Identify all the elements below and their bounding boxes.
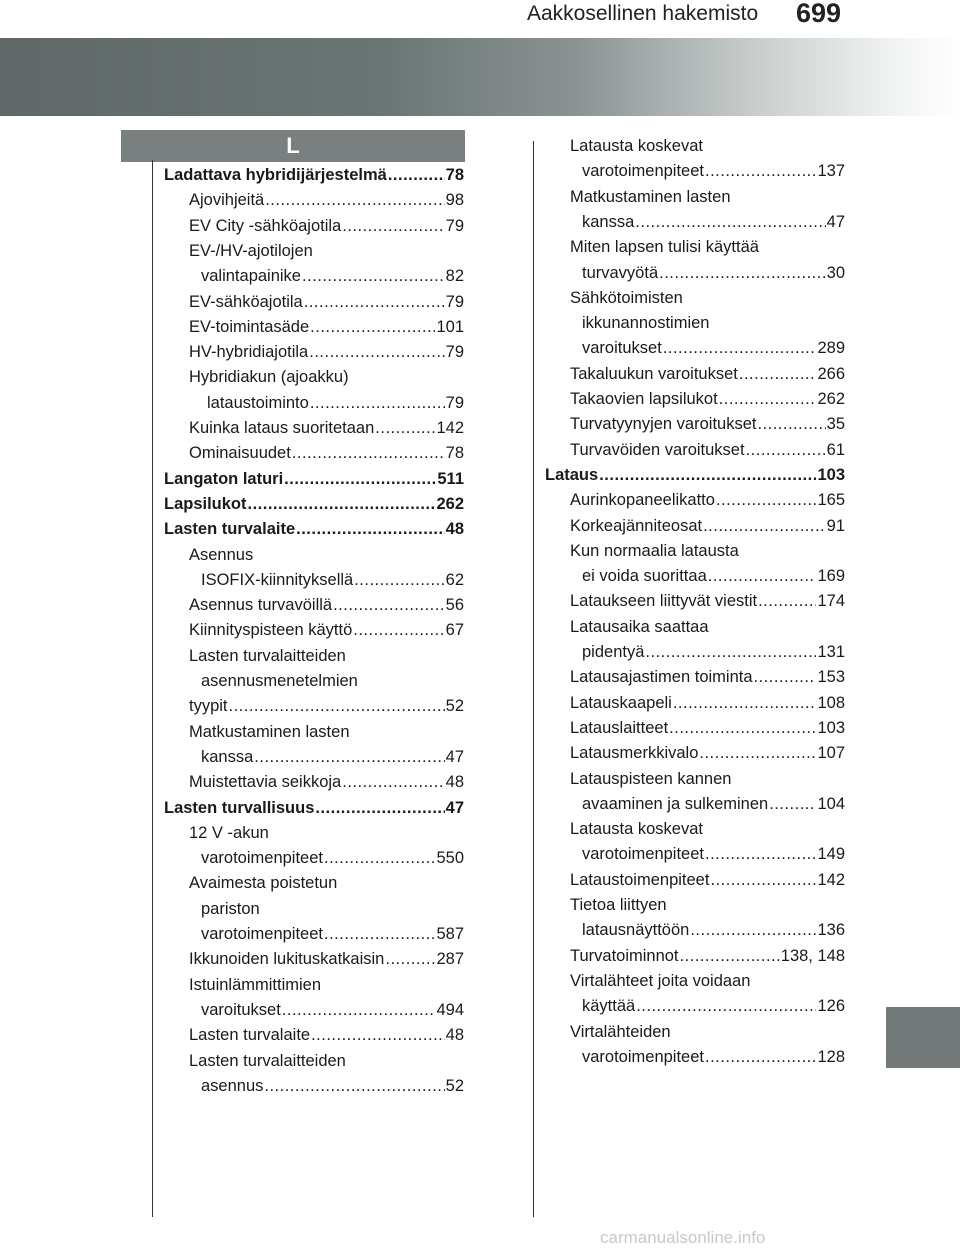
- index-sub-entry: [570, 767, 731, 791]
- page-reference: 262: [817, 390, 845, 408]
- index-sub-entry: [189, 290, 464, 314]
- page-reference: 149: [817, 845, 845, 864]
- index-sub-entry: [570, 185, 731, 209]
- entry-text: Korkeajänniteosat: [570, 516, 703, 535]
- page-reference: 98: [445, 191, 464, 210]
- dot-leader: [669, 716, 816, 740]
- dot-leader: [388, 163, 445, 187]
- index-main-entry: [164, 163, 464, 187]
- dot-leader: [310, 391, 445, 415]
- index-sub-entry: [189, 416, 464, 440]
- page-reference: 62: [445, 570, 464, 589]
- dot-leader: [248, 492, 436, 516]
- entry-text: Ajovihjeitä: [189, 191, 265, 210]
- dot-leader: [757, 412, 825, 436]
- dot-leader: [264, 1074, 444, 1098]
- dot-leader: [296, 517, 445, 541]
- page-reference: 79: [445, 393, 464, 412]
- dot-leader: [284, 467, 436, 491]
- index-sub-entry: [189, 214, 464, 238]
- page-reference: 82: [445, 267, 464, 286]
- dot-leader: [309, 340, 444, 364]
- page-reference: 511: [437, 469, 464, 488]
- entry-text: Latausajastimen toiminta: [570, 668, 753, 687]
- index-sub-entry: [570, 539, 739, 563]
- dot-leader: [716, 488, 817, 512]
- entry-text: Ikkunoiden lukituskatkaisin: [189, 950, 385, 969]
- entry-text: Virtalähteet joita voidaan: [570, 971, 751, 990]
- index-sub-entry: [189, 188, 464, 212]
- entry-text: EV-toimintasäde: [189, 317, 310, 336]
- page-reference: 56: [445, 596, 464, 615]
- page-reference: 104: [817, 794, 845, 813]
- index-sub-entry: [582, 1045, 845, 1069]
- entry-text: Hybridiakun (ajoakku): [189, 368, 349, 387]
- entry-text: varoitukset: [201, 1000, 281, 1019]
- index-sub-entry: [201, 264, 464, 288]
- page-reference: 138, 148: [780, 946, 845, 965]
- index-sub-entry: [201, 669, 358, 693]
- index-sub-entry: [570, 1020, 671, 1044]
- index-sub-entry: [189, 340, 464, 364]
- index-sub-entry: [570, 362, 845, 386]
- entry-text: varotoimenpiteet: [582, 1047, 704, 1066]
- entry-text: Latauslaitteet: [570, 718, 669, 737]
- index-sub-entry: [570, 741, 845, 765]
- entry-text: Latausta koskevat: [570, 137, 703, 155]
- page-reference: 35: [826, 415, 845, 434]
- entry-text: Lasten turvalaitteiden: [189, 646, 346, 665]
- entry-text: valintapainike: [201, 267, 301, 286]
- index-sub-entry: [207, 391, 464, 415]
- entry-text: lataustoiminto: [207, 393, 309, 412]
- entry-text: Latauspisteen kannen: [570, 769, 732, 788]
- dot-leader: [599, 463, 816, 487]
- entry-text: asennusmenetelmien: [201, 672, 358, 690]
- index-sub-entry: [201, 998, 464, 1022]
- index-sub-entry: [582, 311, 710, 335]
- index-sub-entry: [201, 745, 464, 769]
- dot-leader: [710, 868, 816, 892]
- entry-text: Turvatoiminnot: [570, 946, 679, 965]
- page-reference: 79: [445, 343, 464, 362]
- entry-text: HV-hybridiajotila: [189, 343, 309, 362]
- dot-leader: [705, 159, 816, 183]
- page-reference: 169: [817, 567, 845, 586]
- page-reference: 550: [436, 849, 464, 868]
- page-reference: 47: [445, 747, 464, 766]
- index-sub-entry: [582, 261, 845, 285]
- dot-leader: [719, 387, 817, 411]
- left-column-rule: [152, 160, 153, 1217]
- index-sub-entry: [189, 1023, 464, 1047]
- page-reference: 136: [817, 921, 845, 940]
- entry-text: ISOFIX-kiinnityksellä: [201, 570, 354, 589]
- dot-leader: [311, 1023, 445, 1047]
- entry-text: Kuinka lataus suoritetaan: [189, 419, 375, 437]
- entry-text: pidentyä: [582, 643, 645, 661]
- page-reference: 101: [436, 317, 464, 336]
- dot-leader: [265, 188, 444, 212]
- entry-text: Sähkötoimisten: [570, 288, 683, 307]
- index-sub-entry: [570, 438, 845, 462]
- entry-text: turvavyötä: [582, 263, 659, 282]
- entry-text: Lataustoimenpiteet: [570, 870, 710, 889]
- page-reference: 67: [445, 621, 464, 640]
- index-sub-entry: [570, 615, 709, 639]
- index-main-entry: [164, 492, 464, 516]
- index-sub-entry: [582, 994, 845, 1018]
- dot-leader: [739, 362, 817, 386]
- entry-text: Muistettavia seikkoja: [189, 773, 342, 792]
- page-reference: 52: [445, 697, 464, 716]
- entry-text: Takaluukun varoitukset: [570, 364, 738, 383]
- index-sub-entry: [570, 514, 845, 538]
- entry-text: Takaovien lapsilukot: [570, 390, 718, 408]
- page-reference: 48: [445, 1026, 464, 1045]
- index-sub-entry: [582, 918, 845, 942]
- dot-leader: [385, 947, 435, 971]
- entry-text: Asennus turvavöillä: [189, 596, 333, 615]
- dot-leader: [315, 796, 444, 820]
- dot-leader: [310, 315, 435, 339]
- index-sub-entry: [570, 944, 845, 968]
- entry-text: Turvavöiden varoitukset: [570, 440, 745, 459]
- index-sub-entry: [570, 134, 703, 158]
- page-reference: 107: [817, 744, 845, 763]
- index-main-entry: [164, 467, 464, 491]
- page-reference: 153: [817, 668, 845, 687]
- page-reference: 131: [817, 643, 845, 661]
- dot-leader: [659, 261, 826, 285]
- index-main-entry: [545, 463, 845, 487]
- entry-text: asennus: [201, 1076, 264, 1095]
- entry-text: EV-sähköajotila: [189, 292, 303, 311]
- dot-leader: [353, 618, 444, 642]
- entry-text: Tietoa liittyen: [570, 896, 667, 914]
- page-reference: 266: [817, 364, 845, 383]
- page-reference: 48: [445, 520, 464, 539]
- index-sub-entry: [582, 792, 845, 816]
- dot-leader: [342, 214, 444, 238]
- index-sub-entry: [201, 1074, 464, 1098]
- page-reference: 137: [817, 162, 845, 181]
- dot-leader: [746, 438, 826, 462]
- index-sub-entry: [189, 973, 321, 997]
- index-sub-entry: [582, 336, 845, 360]
- dot-leader: [229, 694, 445, 718]
- index-sub-entry: [189, 720, 350, 744]
- index-sub-entry: [570, 969, 750, 993]
- index-sub-entry: [582, 564, 845, 588]
- page-reference: 30: [826, 263, 845, 282]
- entry-text: Lasten turvalaite: [189, 1026, 311, 1045]
- index-sub-entry: [189, 618, 464, 642]
- entry-text: Lasten turvalaitteiden: [189, 1051, 346, 1070]
- page-reference: 287: [436, 950, 464, 969]
- page-reference: 262: [436, 494, 464, 513]
- entry-text: avaaminen ja sulkeminen: [582, 794, 769, 813]
- index-sub-entry: [189, 315, 464, 339]
- page-reference: 108: [817, 693, 845, 712]
- page-reference: 103: [817, 718, 845, 737]
- entry-text: kanssa: [582, 212, 635, 231]
- entry-text: Ominaisuudet: [189, 444, 291, 463]
- dot-leader: [254, 745, 444, 769]
- dot-leader: [282, 998, 436, 1022]
- page-reference: 174: [817, 592, 845, 611]
- entry-text: varotoimenpiteet: [582, 845, 704, 864]
- page-reference: 103: [817, 465, 845, 484]
- page-reference: 48: [445, 773, 464, 792]
- index-sub-entry: [570, 286, 683, 310]
- page-reference: 61: [826, 440, 845, 459]
- entry-text: Virtalähteiden: [570, 1022, 671, 1041]
- index-sub-entry: [570, 893, 667, 917]
- dot-leader: [705, 1045, 816, 1069]
- dot-leader: [754, 665, 817, 689]
- index-sub-entry: [570, 235, 759, 259]
- page-reference: 91: [826, 516, 845, 535]
- entry-text: EV City -sähköajotila: [189, 216, 342, 235]
- entry-text: Kiinnityspisteen käyttö: [189, 621, 353, 640]
- dot-leader: [302, 264, 445, 288]
- index-sub-entry: [189, 543, 253, 567]
- page-number: 699: [796, 0, 842, 28]
- section-title: Aakkosellinen hakemisto: [527, 2, 759, 25]
- page-reference: 126: [817, 997, 845, 1016]
- entry-text: Ladattava hybridijärjestelmä: [164, 166, 387, 184]
- index-sub-entry: [189, 441, 464, 465]
- entry-text: Matkustaminen lasten: [189, 722, 350, 741]
- dot-leader: [342, 770, 444, 794]
- entry-text: Istuinlämmittimien: [189, 975, 322, 994]
- dot-leader: [333, 593, 445, 617]
- index-letter-heading: L: [121, 130, 465, 162]
- page-reference: 587: [436, 925, 464, 943]
- index-sub-entry: [201, 846, 464, 870]
- page-reference: 289: [817, 339, 845, 358]
- dot-leader: [324, 922, 435, 946]
- page-reference: 165: [817, 491, 845, 510]
- dot-leader: [690, 918, 816, 942]
- page-reference: 494: [436, 1000, 464, 1019]
- entry-text: EV-/HV-ajotilojen: [189, 241, 313, 260]
- index-sub-entry: [201, 568, 464, 592]
- entry-text: Latausaika saattaa: [570, 617, 709, 636]
- index-sub-entry: [582, 210, 845, 234]
- entry-text: Lataus: [545, 465, 599, 484]
- dot-leader: [354, 568, 444, 592]
- page-reference: 47: [445, 798, 464, 817]
- entry-text: Miten lapsen tulisi käyttää: [570, 238, 759, 257]
- index-sub-entry: [570, 716, 845, 740]
- index-sub-entry: [189, 644, 346, 668]
- entry-text: tyypit: [189, 697, 228, 716]
- index-sub-entry: [570, 387, 845, 411]
- page-reference: 142: [817, 870, 845, 889]
- index-sub-entry: [189, 239, 313, 263]
- dot-leader: [703, 514, 826, 538]
- entry-text: Matkustaminen lasten: [570, 187, 731, 206]
- watermark: carmanualsonline.info: [600, 1228, 766, 1247]
- header: [0, 0, 960, 32]
- dot-leader: [324, 846, 435, 870]
- right-column-rule: [533, 141, 534, 1217]
- dot-leader: [304, 290, 445, 314]
- index-main-entry: [164, 517, 464, 541]
- index-sub-entry: [189, 593, 464, 617]
- entry-text: käyttää: [582, 997, 636, 1016]
- dot-leader: [758, 589, 816, 613]
- index-main-entry: [164, 796, 464, 820]
- dot-leader: [645, 640, 816, 664]
- page-reference: 78: [445, 166, 464, 184]
- index-sub-entry: [201, 897, 260, 921]
- dot-leader: [663, 336, 817, 360]
- entry-text: kanssa: [201, 747, 254, 766]
- entry-text: Lataukseen liittyvät viestit: [570, 592, 758, 611]
- index-sub-entry: [570, 691, 845, 715]
- page-reference: 79: [445, 216, 464, 235]
- dot-leader: [635, 210, 825, 234]
- dot-leader: [673, 691, 817, 715]
- entry-text: Langaton laturi: [164, 469, 284, 488]
- index-sub-entry: [570, 488, 845, 512]
- dot-leader: [769, 792, 816, 816]
- index-sub-entry: [189, 770, 464, 794]
- entry-text: Asennus: [189, 545, 254, 564]
- index-sub-entry: [189, 694, 464, 718]
- dot-leader: [375, 416, 435, 440]
- index-sub-entry: [570, 412, 845, 436]
- index-sub-entry: [189, 871, 337, 895]
- entry-text: Aurinkopaneelikatto: [570, 491, 715, 510]
- page-reference: 52: [445, 1076, 464, 1095]
- index-sub-entry: [582, 842, 845, 866]
- entry-text: latausnäyttöön: [582, 921, 690, 940]
- entry-text: Turvatyynyjen varoitukset: [570, 415, 757, 434]
- index-sub-entry: [582, 640, 845, 664]
- page-reference: 128: [817, 1047, 845, 1066]
- entry-text: Lasten turvallisuus: [164, 798, 315, 817]
- dot-leader: [636, 994, 816, 1018]
- entry-text: varoitukset: [582, 339, 662, 358]
- entry-text: Kun normaalia latausta: [570, 541, 739, 560]
- index-sub-entry: [570, 665, 845, 689]
- dot-leader: [680, 944, 780, 968]
- page-reference: 79: [445, 292, 464, 311]
- dot-leader: [699, 741, 816, 765]
- index-sub-entry: [570, 817, 703, 841]
- entry-text: ikkunannostimien: [582, 314, 710, 333]
- chapter-tab: [886, 1007, 960, 1068]
- index-sub-entry: [582, 159, 845, 183]
- entry-text: Lasten turvalaite: [164, 520, 296, 539]
- index-sub-entry: [189, 365, 349, 389]
- index-sub-entry: [189, 947, 464, 971]
- entry-text: varotoimenpiteet: [201, 849, 323, 868]
- index-sub-entry: [201, 922, 464, 946]
- entry-text: Latausta koskevat: [570, 820, 703, 839]
- entry-text: Lapsilukot: [164, 494, 247, 513]
- page-reference: 142: [436, 419, 464, 437]
- index-sub-entry: [189, 1049, 346, 1073]
- entry-text: varotoimenpiteet: [201, 925, 323, 943]
- header-banner: [0, 38, 960, 116]
- dot-leader: [708, 564, 817, 588]
- entry-text: 12 V -akun: [189, 823, 269, 842]
- index-sub-entry: [570, 589, 845, 613]
- dot-leader: [292, 441, 445, 465]
- page-reference: 78: [445, 444, 464, 463]
- entry-text: varotoimenpiteet: [582, 162, 704, 181]
- index-sub-entry: [570, 868, 845, 892]
- entry-text: pariston: [201, 899, 260, 918]
- dot-leader: [705, 842, 816, 866]
- index-sub-entry: [189, 821, 269, 845]
- entry-text: Latausmerkkivalo: [570, 744, 699, 763]
- entry-text: ei voida suorittaa: [582, 567, 707, 586]
- entry-text: Avaimesta poistetun: [189, 874, 338, 893]
- page-reference: 47: [826, 212, 845, 231]
- entry-text: Latauskaapeli: [570, 693, 672, 712]
